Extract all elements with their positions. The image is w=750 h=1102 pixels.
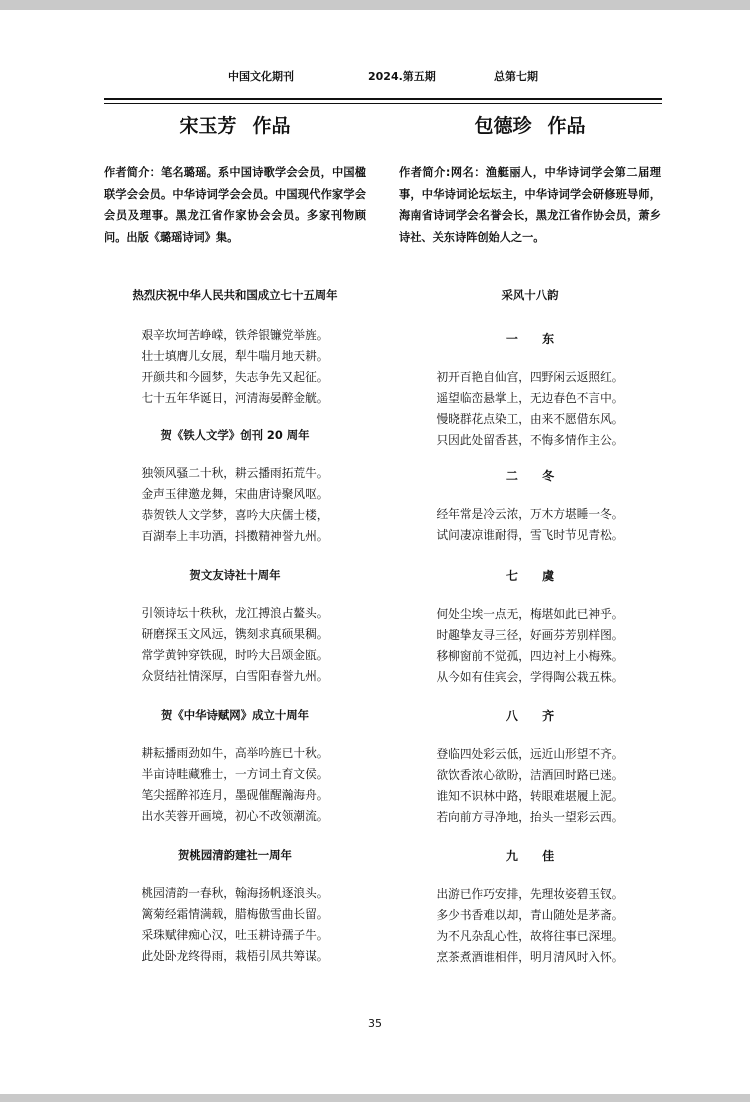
poem-line: 研磨探玉文风远，镌刻求真硕果稠。 [141, 627, 329, 641]
poem-line: 谁知不识林中路，转眼难堪履上泥。 [436, 789, 624, 803]
poem-line: 移柳窗前不觉孤，四边衬上小梅殊。 [436, 649, 624, 663]
total-issue-label: 总第七期 [494, 70, 538, 83]
poem-line: 采珠赋律痴心汉，吐玉耕诗孺子牛。 [141, 928, 329, 942]
section-title: 七 虞 [505, 569, 565, 583]
poem-line: 遥望临峦悬掌上，无边春色不言中。 [436, 391, 624, 405]
poem-line: 金声玉律邀龙舞，宋曲唐诗聚风呕。 [141, 487, 329, 501]
right-author-bio: 作者简介:网名：渔艇丽人，中华诗词学会第二届理事，中华诗词论坛坛主，中华诗词学会研修班导师，海南省诗词学会名誉会长，黑龙江省作协会员，萧乡诗社、关东诗阵创始人之一。 [399, 166, 661, 244]
poem-line: 从今如有佳宾会，学得陶公栽五株。 [436, 670, 624, 684]
left-column [104, 112, 366, 248]
left-author-label: 作品 [252, 115, 291, 137]
section-title: 九 佳 [505, 849, 565, 863]
poem-title: 贺《中华诗赋网》成立十周年 [160, 708, 310, 722]
poem-line: 经年常是冷云浓，万木方堪睡一冬。 [436, 507, 624, 521]
issue-label: 2024.第五期 [368, 70, 436, 83]
poem-line: 为不凡杂乱心性，故将往事已深埋。 [436, 929, 624, 943]
page-number: 35 [368, 1017, 382, 1030]
poem-line: 耕耘播雨劲如牛，高举吟旌已十秋。 [141, 746, 329, 760]
section-yu [399, 567, 661, 688]
poem-line: 欲饮香浓心欲盼，洁酒回时路已迷。 [436, 768, 624, 782]
bottom-edge [0, 1094, 750, 1102]
poem-line: 慢晓群花点染工，由来不愿借东风。 [436, 412, 624, 426]
left-author-heading [104, 112, 366, 140]
section-qi [399, 707, 661, 828]
poem-line: 百湖奉上丰功酒，抖擞精神誉九州。 [141, 529, 329, 543]
right-author-label: 作品 [547, 115, 586, 137]
poem-line: 多少书香难以却，青山随处是茅斋。 [436, 908, 624, 922]
poem-line: 七十五年华诞日，河清海晏醉金觥。 [141, 391, 329, 405]
poem-line: 何处尘埃一点无，梅堪如此已神乎。 [436, 607, 624, 621]
left-author-bio: 作者简介：笔名璐瑶。系中国诗歌学会会员，中国楹联学会会员。中华诗词学会会员。中国现代作家学会会员及理事。黑龙江省作家协会会员。多家刊物顾问。出版《璐瑶诗词》集。 [104, 166, 366, 244]
section-title: 二 冬 [505, 469, 565, 483]
poem-line: 半亩诗畦藏雅士，一方词土育文侯。 [141, 767, 329, 781]
header-rule-thin [104, 103, 662, 104]
journal-name: 中国文化期刊 [228, 70, 294, 83]
poem-line: 桃园清韵一春秋，翰海扬帆逐浪头。 [141, 886, 329, 900]
right-author-name: 包德珍 [474, 115, 532, 137]
poem-line: 只因此处留香甚，不悔多情作主公。 [436, 433, 624, 447]
poem-4 [104, 707, 366, 827]
section-dong [399, 330, 661, 451]
section-title: 一 东 [505, 332, 565, 346]
poem-line: 壮士填膺儿女展，犁牛喘月地天耕。 [141, 349, 329, 363]
poem-line: 篱菊经霜情满载，腊梅傲雪曲长留。 [141, 907, 329, 921]
header-rule-thick [104, 98, 662, 100]
poem-line: 艰辛坎坷苦峥嵘，铁斧银镰党举旌。 [141, 328, 329, 342]
left-author-name: 宋玉芳 [179, 115, 237, 137]
poem-line: 时趣挚友寻三径，好画芬芳别样图。 [436, 628, 624, 642]
poem-title: 贺桃园清韵建社一周年 [178, 848, 292, 862]
poem-line: 登临四处彩云低，远近山形望不齐。 [436, 747, 624, 761]
poem-line: 常学黄钟穿铁砚，时吟大吕颂金瓯。 [141, 648, 329, 662]
poem-title: 热烈庆祝中华人民共和国成立七十五周年 [132, 288, 338, 302]
section-jia [399, 847, 661, 968]
poem-line: 此处卧龙终得雨，栽梧引凤共筹谋。 [141, 949, 329, 963]
section-dong2 [399, 467, 661, 546]
poem-1 [104, 287, 366, 409]
top-edge [0, 0, 750, 10]
poem-5 [104, 847, 366, 967]
poem-line: 初开百艳自仙宫，四野闲云返照红。 [436, 370, 624, 384]
poem-line: 独领风骚二十秋，耕云播雨拓荒牛。 [141, 466, 329, 480]
section-title: 八 齐 [505, 709, 565, 723]
poem-line: 恭贺铁人文学梦，喜吟大庆儒士楼， [141, 508, 329, 522]
right-poem-title [399, 287, 661, 303]
poem-line: 若向前方寻净地，抬头一望彩云西。 [436, 810, 624, 824]
poem-line: 引领诗坛十秩秋，龙江搏浪占鳌头。 [141, 606, 329, 620]
poem-3 [104, 567, 366, 687]
poem-2 [104, 427, 366, 547]
poem-line: 众贤结社情深厚，白雪阳春誉九州。 [141, 669, 329, 683]
poem-line: 试问凄凉谁耐得，雪飞时节见青松。 [436, 528, 624, 542]
poem-title: 贺文友诗社十周年 [189, 568, 281, 582]
poem-line: 出水芙蓉开画境，初心不改领潮流。 [141, 809, 329, 823]
poem-line: 出游已作巧安排，先理妆姿碧玉钗。 [436, 887, 624, 901]
right-column [399, 112, 661, 248]
poem-line: 烹茶煮酒谁相伴，明月清风时入怀。 [436, 950, 624, 964]
right-author-heading [399, 112, 661, 140]
poem-line: 开颜共和今圆梦，失志争先又起征。 [141, 370, 329, 384]
poem-title: 贺《铁人文学》创刊 20 周年 [160, 428, 310, 442]
poem-series-title: 采风十八韵 [501, 288, 559, 302]
poem-line: 笔尖摇醉祁连月，墨砚催醒瀚海舟。 [141, 788, 329, 802]
